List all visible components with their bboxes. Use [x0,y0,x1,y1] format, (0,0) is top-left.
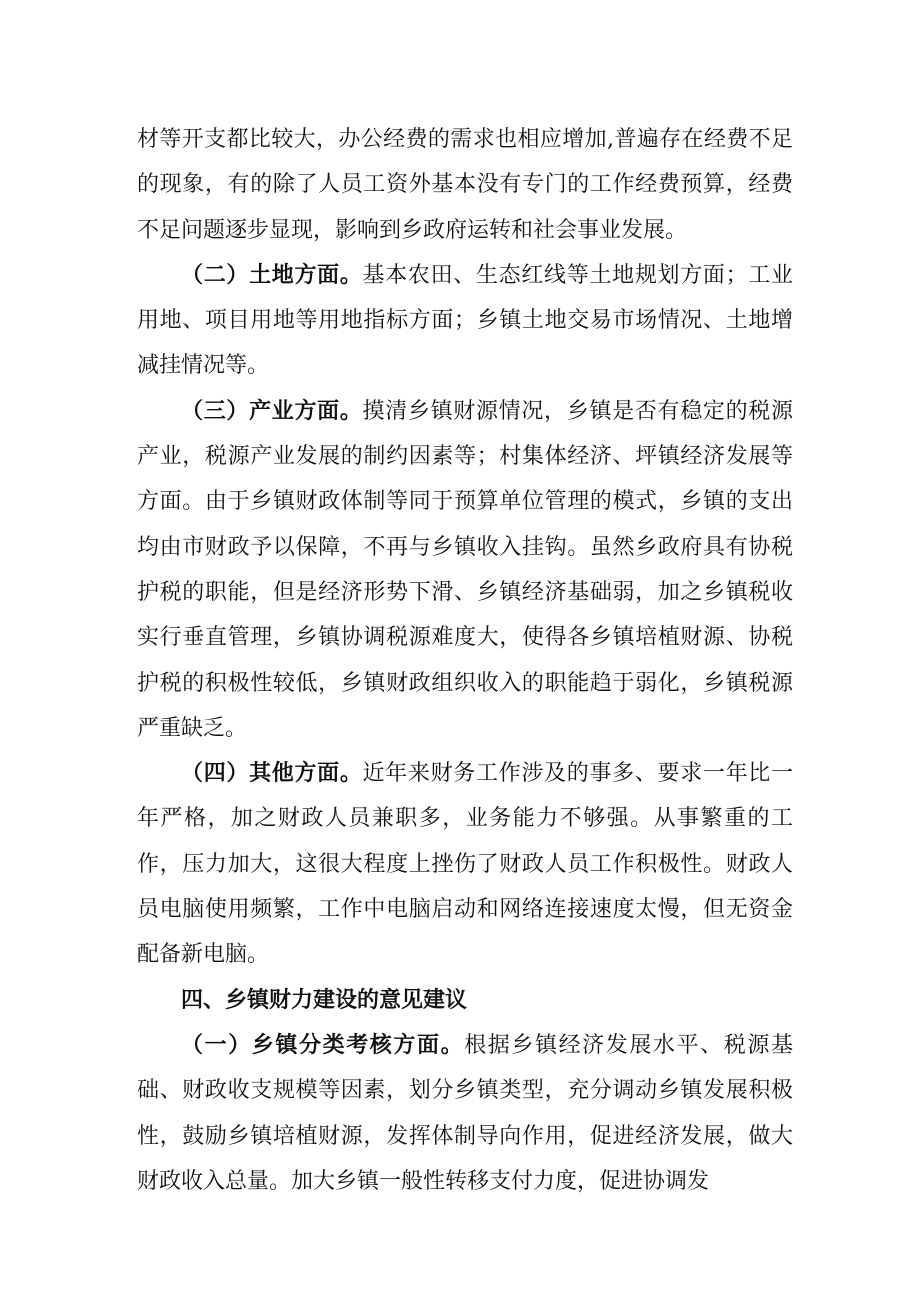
paragraph-other [137,751,793,977]
paragraph-land [137,253,793,389]
paragraph-funding-continuation: 材等开支都比较大，办公经费的需求也相应增加,普遍存在经费不足的现象，有的除了人员工资外基本没有专门的工作经费预算，经费不足问题逐步显现，影响到乡政府运转和社会事业发展。 [137,127,793,243]
paragraph-classification [137,1023,793,1204]
section-heading-land: （二）土地方面。 [181,261,363,288]
section-body-industry: 摸清乡镇财源情况，乡镇是否有稳定的税源产业，税源产业发展的制约因素等；村集体经济、坪镇经济发展等方面。由于乡镇财政体制等同于预算单位管理的模式，乡镇的支出均由市财政予以保障，不再与乡镇收入挂钩。虽然乡政府具有协税护税的职能，但是经济形势下滑、乡镇经济基础弱，加之乡镇税收实行垂直管理，乡镇协调税源难度大，使得各乡镇培植财源、协税护税的积极性较低，乡镇财政组织收入的职能趋于弱化，乡镇税源严重缺乏。 [137,398,793,741]
section-heading-classification: （一）乡镇分类考核方面。 [181,1031,465,1058]
section-body-land: 基本农田、生态红线等土地规划方面；工业用地、项目用地等用地指标方面；乡镇土地交易市场情况、土地增减挂情况等。 [137,262,793,379]
section-body-other: 近年来财务工作涉及的事多、要求一年比一年严格，加之财政人员兼职多，业务能力不够强。从事繁重的工作，压力加大，这很大程度上挫伤了财政人员工作积极性。财政人员电脑使用频繁，工作中电脑启动和网络连接速度太慢，但无资金配备新电脑。 [137,761,793,968]
section-heading-industry: （三）产业方面。 [181,397,363,424]
section-body-classification: 根据乡镇经济发展水平、税源基础、财政收支规模等因素，划分乡镇类型，充分调动乡镇发展积极性，鼓励乡镇培植财源，发挥体制导向作用，促进经济发展，做大财政收入总量。加大乡镇一般性转移支付力度，促进协调发 [137,1032,793,1194]
section-heading-other: （四）其他方面。 [181,760,363,787]
document-page [137,117,793,1204]
chapter-heading: 四、乡镇财力建设的意见建议 [181,986,468,1013]
paragraph-industry [137,389,793,751]
